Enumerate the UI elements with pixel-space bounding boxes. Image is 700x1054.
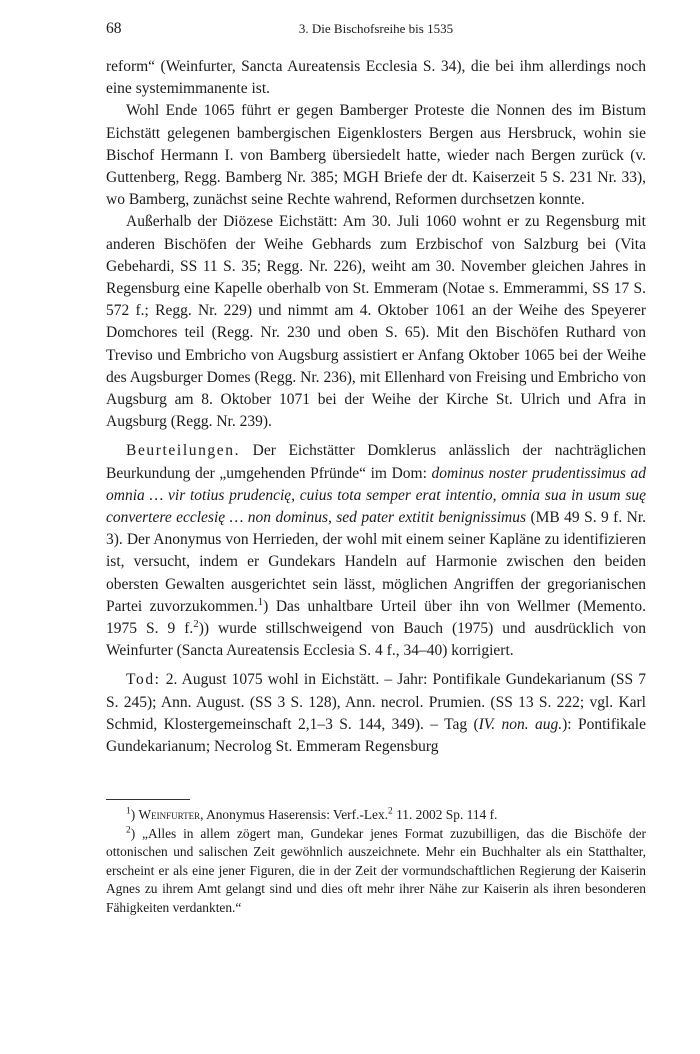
section-heading-tod: Tod: [126,671,161,689]
latin-quotation: dominus noster prudentissimus ad omnia … vir totius prudencię, cuius tota semper erat intentio, omnia sua in usum suę convertere ecclesię … non dominus, sed pater extitit benignissimus [106,464,646,527]
running-head: 3. Die Bischofsreihe bis 1535 [298,21,454,36]
paragraph-outside-diocese: Außerhalb der Diözese Eichstätt: Am 30. Juli 1060 wohnt er zu Regensburg mit anderen Bischöfen der Weihe Gebhards zum Erzbischof von Salzburg bei (Vita Gebehardi, SS 11 S. 35; Regg. Nr. 226), weiht am 30. November gleichen Jahres in Regensburg eine Kapelle oberhalb von St. Emmeram (Notae s. Emmerammi, SS 17 S. 572 f.; Regg. Nr. 229) und nimmt am 4. Oktober 1061 an der Weihe des Speyerer Domchores teil (Regg. Nr. 230 und oben S. 65). Mit den Bischöfen Ruthard von Treviso und Embricho von Augsburg assistiert er Anfang Oktober 1065 bei der Weihe des Augsburger Domes (Regg. Nr. 236), mit Ellenhard von Freising und Embricho von Augsburg am 8. Oktober 1071 bei der Weihe der Kirche St. Ulrich und Afra in Augsburg (Regg. Nr. 239). [106,213,646,431]
section-heading-beurteilungen: Beurteilungen. [126,442,241,460]
paragraph-text: (MB 49 S. 9 f. Nr. 3). Der Anonymus von Herrieden, der wohl mit einem seiner Kapläne zu identifizieren ist, versucht, indem er Gundekars Handeln auf Harmonie zwischen den beiden obersten Gewalten ausgerichtet sein lässt, möglichen Angriffen der gregorianischen Partei zuvorzukommen. [106,509,646,615]
page-number: 68 [106,20,122,37]
footnote-reference-2[interactable]: 2 [193,617,199,630]
paragraph-text: 2. August 1075 wohl in Eichstätt. – Jahr: Pontifikale Gundekarianum (SS 7 S. 245); Ann. August. (SS 3 S. 128), Ann. necrol. Prumien. (SS 13 S. 222; vgl. Karl Schmid, Klostergemeinschaft 2,1–3 S. 144, 349). – Tag ( [106,671,646,733]
latin-date: IV. non. aug. [478,715,563,733]
paragraph-bergen: Wohl Ende 1065 führt er gegen Bamberger Proteste die Nonnen des im Bistum Eichstätt gelegenen bambergischen Eigenklosters Bergen aus Hersbruck, wohin sie Bischof Hermann I. von Bamberg übersiedelt hatte, wieder nach Bergen zurück (v. Guttenberg, Regg. Bamberg Nr. 385; MGH Briefe der dt. Kaiserzeit 5 S. 231 Nr. 33), wo Bamberg, zunächst seine Rechte wahrend, Reformen durchsetzen konnte. [106,102,646,209]
footnote-mark-1: 1 [126,806,131,817]
paragraph-text: Der Eichstätter Domklerus anlässlich der nachträglichen Beurkundung der „umgehenden Pfründe“ im Dom: [106,442,646,482]
footnotes [106,806,646,917]
paragraph-tod [106,669,646,758]
paragraph-reform-continuation: reform“ (Weinfurter, Sancta Aureatensis Ecclesia S. 34), die bei ihm allerdings noch eine systemimmanente ist. [106,58,646,98]
paragraph-text: ): Pontifikale Gundekarianum; Necrolog St. Emmeram Regensburg [106,715,646,756]
footnote-reference-1[interactable]: 1 [257,595,264,608]
footnote-1: $^1$) Weinfurter, Anonymus Haserensis: Verf.-Lex.$^2$ 11. 2002 Sp. 114 f. [126,806,498,822]
edition-superscript: 2 [388,806,393,817]
footnote-2: $^2$) „Alles in allem zögert man, Gundekar jenes Format zuzubilligen, das die Bischöfe der ottonischen und salischen Zeit gewöhnlich auszeichnete. Mehr ein Buchhalter als ein Statthalter, erscheint er als eine jener Figuren, die in der Zeit der vormundschaftlichen Regierung der Kaiserin Agnes zu ihrem Amt gelangt sind und dies oft mehr ihrer Nähe zur Kaiserin als ihren besonderen Fähigkeiten verdankten.“ [106,825,646,915]
paragraph-text: ) Das unhaltbare Urteil über ihn von Wellmer (Memento. 1975 S. 9 f. [106,597,646,638]
footnote-author: Weinfurter [138,807,201,822]
footnote-mark-2: 2 [126,825,131,836]
footnote-text: 11. 2002 Sp. 114 f. [392,807,498,822]
paragraph-beurteilungen [106,440,646,662]
footnote-divider [106,799,190,800]
page-header [106,20,646,40]
footnote-text: „Alles in allem zögert man, Gundekar jenes Format zuzubilligen, das die Bischöfe der ottonischen und salischen Zeit gewöhnlich auszeichnete. Mehr ein Buchhalter als ein Statthalter, erscheint er als eine jener Figuren, die in der Zeit der vormundschaftlichen Regierung der Kaiserin Agnes zu ihrem Amt gelangt sind und dies oft mehr ihrer Nähe zur Kaiserin als ihren besonderen Fähigkeiten verdankten.“ [106,825,646,915]
footnote-text: , Anonymus Haserensis: Verf.-Lex. [200,807,389,822]
main-text [106,56,646,758]
paragraph-text: )) wurde stillschweigend von Bauch (1975) und ausdrücklich von Weinfurter (Sancta Aureatensis Ecclesia S. 4 f., 34–40) korrigiert. [106,620,646,660]
